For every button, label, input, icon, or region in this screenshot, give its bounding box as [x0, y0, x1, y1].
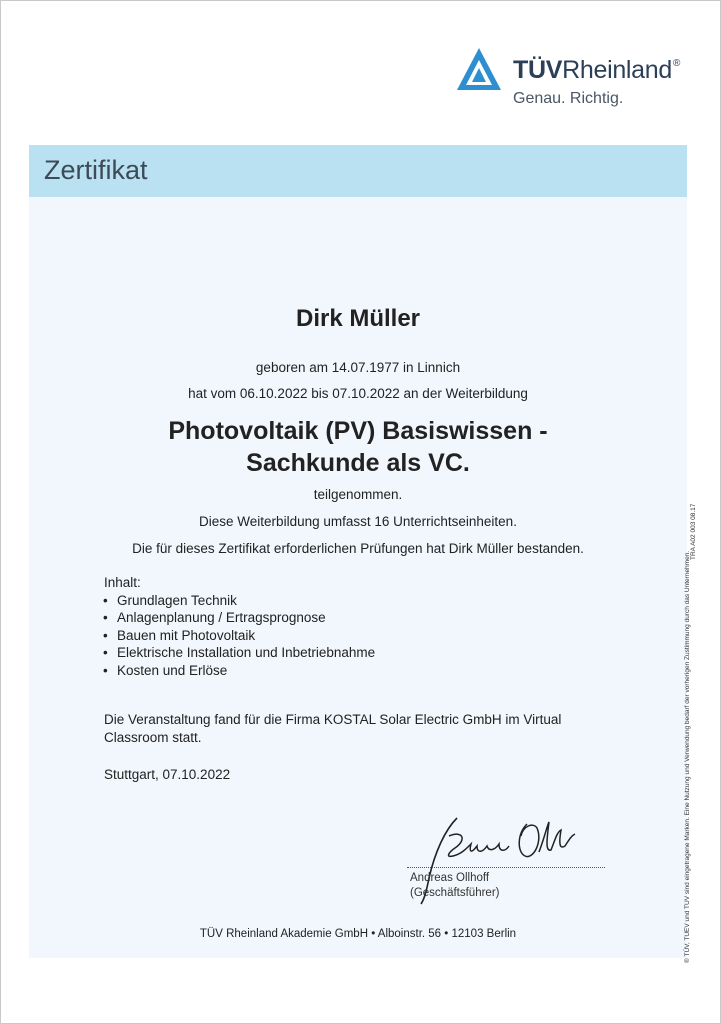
- tuv-triangle-icon: [455, 46, 503, 92]
- footer-address: TÜV Rheinland Akademie GmbH • Alboinstr. 56 • 12103 Berlin: [199, 928, 517, 940]
- contents-list: [104, 592, 375, 680]
- signatory-name: Andreas Ollhoff: [410, 872, 490, 884]
- list-item: • Grundlagen Technik: [104, 592, 375, 610]
- legal-notice: ® TÜV, TUEV und TUV sind eingetragene Marken. Eine Nutzung und Verwendung bedarf der vorherigen Zustimmung durch das Unternehmen.: [684, 550, 691, 963]
- venue-text: [104, 711, 584, 746]
- title-band: [29, 145, 687, 197]
- contents-section: [104, 574, 375, 679]
- brand-slogan: Genau. Richtig.: [513, 90, 624, 107]
- period-line: hat vom 06.10.2022 bis 07.10.2022 an der Weiterbildung: [188, 386, 528, 401]
- contents-label: Inhalt:: [104, 575, 141, 590]
- participated-line: teilgenommen.: [313, 487, 403, 502]
- list-item: • Kosten und Erlöse: [104, 662, 375, 680]
- units-line: Diese Weiterbildung umfasst 16 Unterrichtseinheiten.: [199, 514, 517, 529]
- signatory-role: (Geschäftsführer): [410, 887, 500, 899]
- signature-line: [407, 867, 605, 868]
- place-date: Stuttgart, 07.10.2022: [104, 767, 231, 782]
- exam-line: Die für dieses Zertifikat erforderlichen Prüfungen hat Dirk Müller bestanden.: [132, 541, 584, 556]
- holder-name: Dirk Müller: [295, 305, 421, 332]
- brand-name: TÜVRheinland®: [513, 56, 681, 84]
- course-title: [29, 415, 687, 479]
- signatory-block: [410, 871, 499, 901]
- list-item: • Elektrische Installation und Inbetriebnahme: [104, 644, 375, 662]
- course-title-line-1: Photovoltaik (PV) Basiswissen -: [168, 417, 548, 445]
- list-item: • Anlagenplanung / Ertragsprognose: [104, 609, 375, 627]
- list-item: • Bauen mit Photovoltaik: [104, 627, 375, 645]
- tuv-rheinland-logo: [455, 44, 695, 114]
- venue-line-1: Die Veranstaltung fand für die Firma KOSTAL Solar Electric GmbH im Virtual: [104, 712, 562, 727]
- birth-line: geboren am 14.07.1977 in Linnich: [255, 360, 461, 375]
- form-code: TRA A02 003 08.17: [690, 503, 697, 560]
- certificate-title: Zertifikat: [44, 155, 148, 185]
- venue-line-2: Classroom statt.: [104, 729, 202, 745]
- course-title-line-2: Sachkunde als VC.: [246, 449, 470, 477]
